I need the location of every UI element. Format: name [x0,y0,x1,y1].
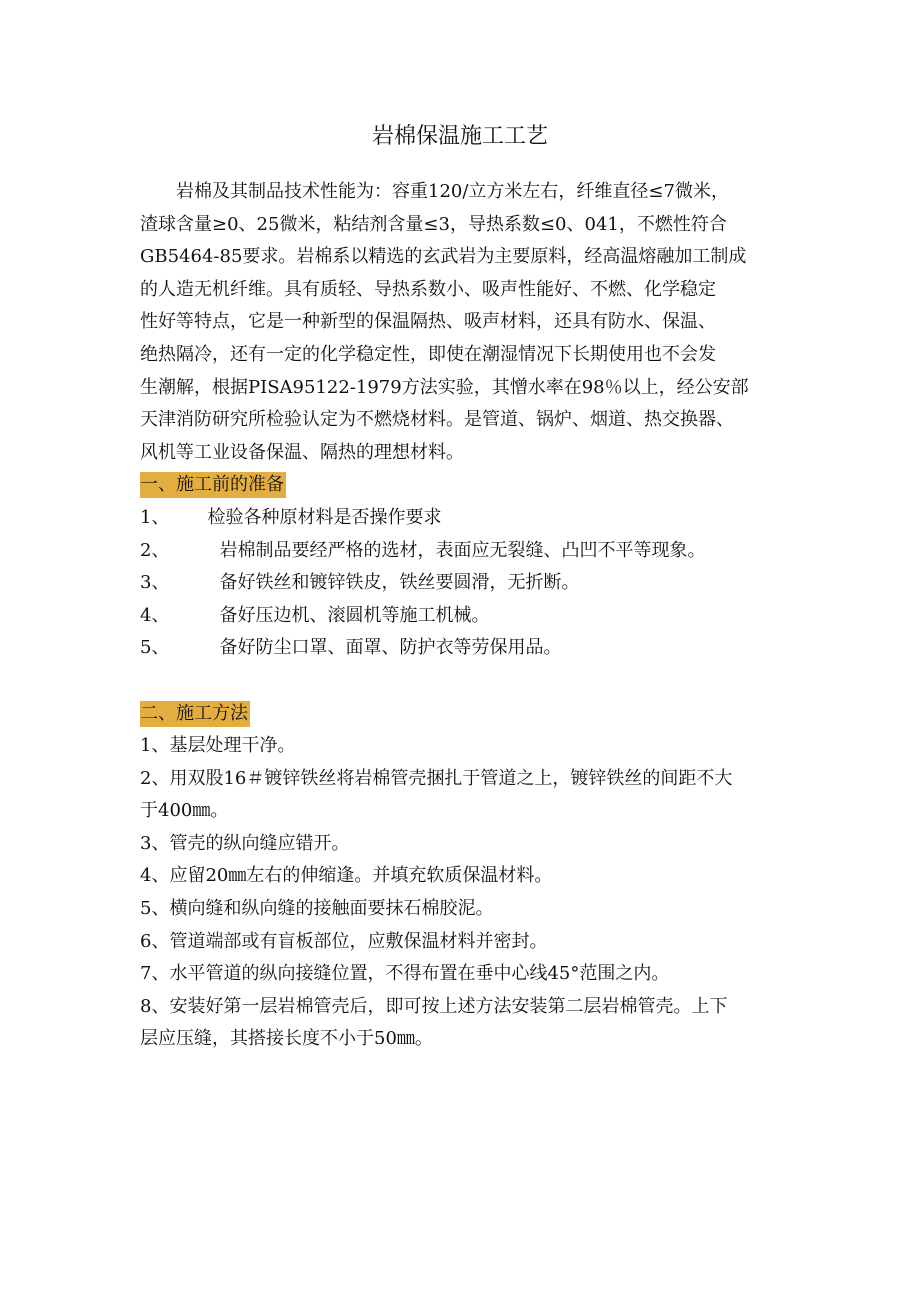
list-number: 3、 [140,572,170,594]
list-item [140,502,800,535]
list-item [140,535,800,568]
list-text: 备好防尘口罩、面罩、防护衣等劳保用品。 [219,637,562,659]
method-line: 4、应留20㎜左右的伸缩逢。并填充软质保温材料。 [140,865,553,887]
method-line: 6、管道端部或有盲板部位，应敷保温材料并密封。 [140,930,548,952]
intro-paragraph [140,176,800,469]
section2-heading-row [140,698,800,731]
method-line: 3、管壳的纵向缝应错开。 [140,832,350,854]
method-line: 层应压缝，其搭接长度不小于50㎜。 [140,1028,433,1050]
list-text: 备好铁丝和镀锌铁皮，铁丝要圆滑，无折断。 [219,572,580,594]
list-number: 4、 [140,604,170,626]
paragraph-line: 渣球含量≥0、25微米，粘结剂含量≤3，导热系数≤0、041，不燃性符合 [140,213,727,235]
list-number: 1、 [140,506,170,528]
section1-heading-row [140,469,800,502]
paragraph-line: 天津消防研究所检验认定为不燃烧材料。是管道、锅炉、烟道、热交换器、 [140,409,734,431]
paragraph-line: 的人造无机纤维。具有质轻、导热系数小、吸声性能好、不燃、化学稳定 [140,278,716,300]
paragraph-line: 性好等特点，它是一种新型的保温隔热、吸声材料，还具有防水、保温、 [140,311,716,333]
list-item [140,600,800,633]
document-body [140,176,800,1056]
method-line: 于400㎜。 [140,800,229,822]
method-line: 7、水平管道的纵向接缝位置，不得布置在垂中心线45°范围之内。 [140,963,670,985]
list-number: 5、 [140,637,170,659]
list-text: 检验各种原材料是否操作要求 [207,506,442,528]
list-number: 2、 [140,539,170,561]
paragraph-line: 岩棉及其制品技术性能为：容重120/立方米左右，纤维直径≤7微米， [176,181,729,202]
paragraph-line: GB5464-85要求。岩棉系以精选的玄武岩为主要原料，经高温熔融加工制成 [140,246,747,268]
section1-heading: 一、施工前的准备 [140,472,286,498]
paragraph-line: 风机等工业设备保温、隔热的理想材料。 [140,441,464,463]
paragraph-line: 绝热隔冷，还有一定的化学稳定性，即使在潮湿情况下长期使用也不会发 [140,343,716,365]
paragraph-line: 生潮解，根据PISA95122-1979方法实验，其憎水率在98％以上，经公安部 [140,376,749,398]
method-line: 1、基层处理干净。 [140,735,296,757]
list-text: 备好压边机、滚圆机等施工机械。 [219,604,490,626]
section2-heading: 二、施工方法 [140,701,250,727]
document-title: 岩棉保温施工工艺 [371,124,548,149]
list-text: 岩棉制品要经严格的选材，表面应无裂缝、凸凹不平等现象。 [219,539,706,561]
list-item [140,632,800,665]
method-line: 5、横向缝和纵向缝的接触面要抹石棉胶泥。 [140,898,494,920]
method-line: 8、安装好第一层岩棉管壳后，即可按上述方法安装第二层岩棉管壳。上下 [140,995,728,1017]
method-line: 2、用双股16＃镀锌铁丝将岩棉管壳捆扎于管道之上，镀锌铁丝的间距不大 [140,767,733,789]
list-item [140,567,800,600]
blank-line [140,665,800,698]
